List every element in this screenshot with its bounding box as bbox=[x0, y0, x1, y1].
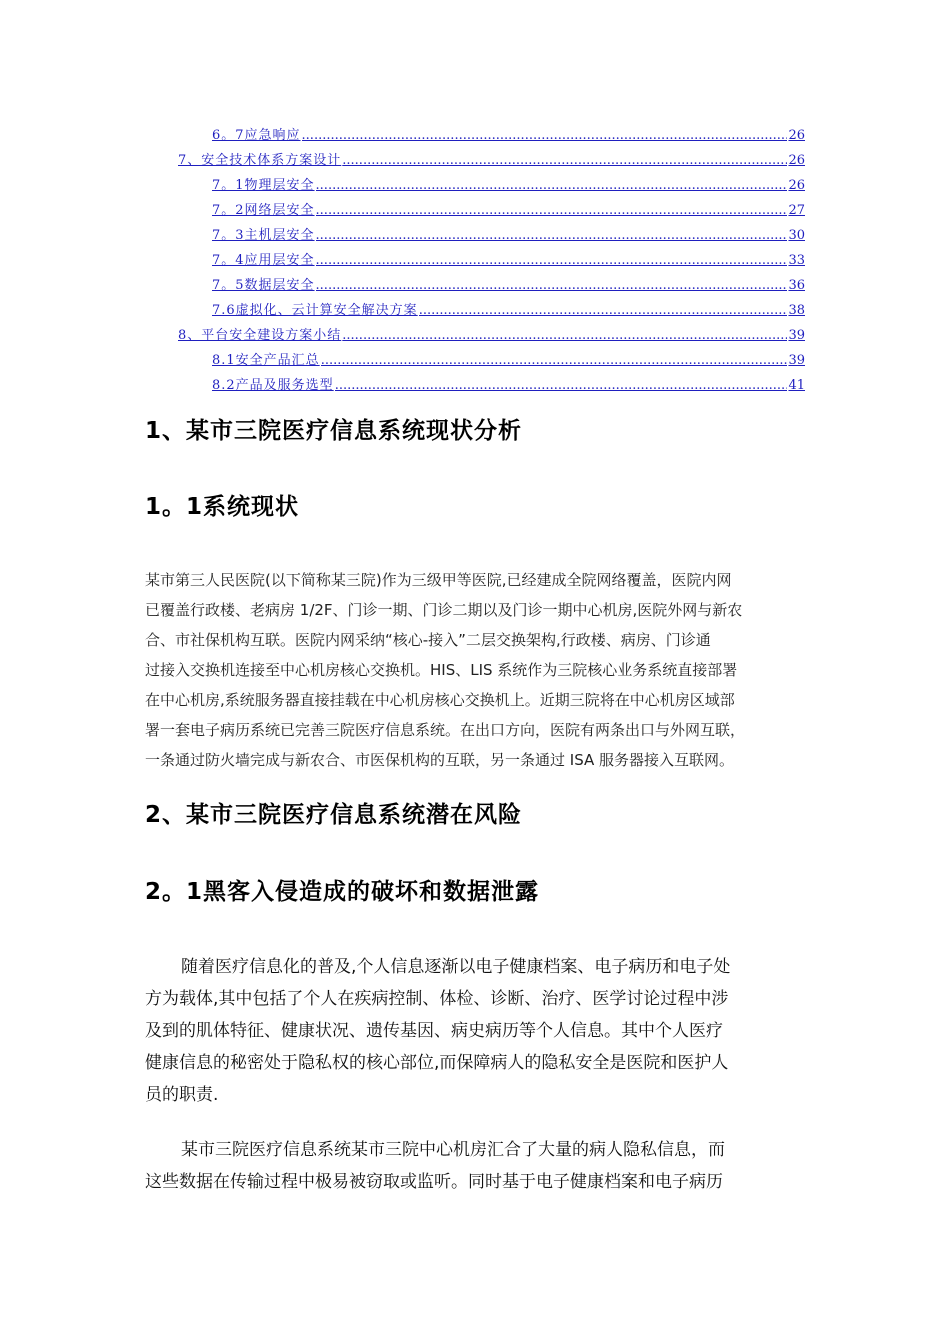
toc-page-number: 33 bbox=[788, 253, 805, 268]
toc-label: 7。4应用层安全 bbox=[212, 253, 315, 268]
toc-label: 7。5数据层安全 bbox=[212, 278, 315, 293]
toc-page-number: 36 bbox=[788, 278, 805, 293]
toc-leader bbox=[342, 328, 787, 343]
paragraph-line: 这些数据在传输过程中极易被窃取或监听。同时基于电子健康档案和电子病历 bbox=[145, 1172, 723, 1192]
toc-label: 8、平台安全建设方案小结 bbox=[178, 328, 342, 343]
toc-label: 6。7应急响应 bbox=[212, 128, 301, 143]
paragraph-line: 随着医疗信息化的普及,个人信息逐渐以电子健康档案、电子病历和电子处 bbox=[181, 957, 731, 977]
paragraph-data-center bbox=[145, 1134, 807, 1198]
toc-entry-7-2[interactable] bbox=[212, 199, 805, 221]
paragraph-line: 已覆盖行政楼、老病房 1/2F、门诊一期、门诊二期以及门诊一期中心机房,医院外网与新农 bbox=[145, 601, 743, 619]
toc-page-number: 38 bbox=[788, 303, 805, 318]
paragraph-line: 在中心机房,系统服务器直接挂载在中心机房核心交换机上。近期三院将在中心机房区域部 bbox=[145, 691, 735, 709]
toc-entry-7-5[interactable] bbox=[212, 274, 805, 296]
heading-section-2-1: 2。1黑客入侵造成的破坏和数据泄露 bbox=[145, 879, 540, 905]
toc-entry-7-3[interactable] bbox=[212, 224, 805, 246]
toc-entry-6-7[interactable] bbox=[212, 124, 805, 146]
toc-leader bbox=[316, 178, 788, 193]
paragraph-line: 某市三院医疗信息系统某市三院中心机房汇合了大量的病人隐私信息，而 bbox=[181, 1140, 725, 1160]
toc-leader bbox=[321, 353, 788, 368]
paragraph-line: 及到的肌体特征、健康状况、遗传基因、病史病历等个人信息。其中个人医疗 bbox=[145, 1021, 723, 1041]
toc-entry-7-4[interactable] bbox=[212, 249, 805, 271]
heading-section-2: 2、某市三院医疗信息系统潜在风险 bbox=[145, 802, 523, 828]
heading-section-1-1: 1。1系统现状 bbox=[145, 494, 300, 520]
toc-leader bbox=[302, 128, 788, 143]
toc-page-number: 39 bbox=[788, 353, 805, 368]
toc-leader bbox=[316, 253, 788, 268]
paragraph-line: 一条通过防火墙完成与新农合、市医保机构的互联，另一条通过 ISA 服务器接入互联网。 bbox=[145, 751, 735, 769]
toc-page-number: 39 bbox=[788, 328, 805, 343]
heading-section-1: 1、某市三院医疗信息系统现状分析 bbox=[145, 418, 523, 444]
toc-leader bbox=[316, 228, 788, 243]
toc-leader bbox=[316, 278, 788, 293]
toc-entry-8[interactable] bbox=[178, 324, 805, 346]
paragraph-line: 合、市社保机构互联。医院内网采纳“核心-接入”二层交换架构,行政楼、病房、门诊通 bbox=[145, 631, 711, 649]
toc-entry-8-1[interactable] bbox=[212, 349, 805, 371]
toc-label: 7.6虚拟化、云计算安全解决方案 bbox=[212, 303, 418, 318]
paragraph-line: 方为载体,其中包括了个人在疾病控制、体检、诊断、治疗、医学讨论过程中涉 bbox=[145, 989, 729, 1009]
toc-label: 7。2网络层安全 bbox=[212, 203, 315, 218]
toc-page-number: 26 bbox=[788, 178, 805, 193]
toc-page-number: 26 bbox=[788, 128, 805, 143]
toc-leader bbox=[335, 378, 788, 393]
toc-page-number: 30 bbox=[788, 228, 805, 243]
paragraph-line: 健康信息的秘密处于隐私权的核心部位,而保障病人的隐私安全是医院和医护人 bbox=[145, 1053, 729, 1073]
toc-leader bbox=[419, 303, 788, 318]
toc-leader bbox=[342, 153, 787, 168]
toc-page-number: 27 bbox=[788, 203, 805, 218]
toc-label: 7。1物理层安全 bbox=[212, 178, 315, 193]
toc-entry-7-1[interactable] bbox=[212, 174, 805, 196]
toc-label: 8.1安全产品汇总 bbox=[212, 353, 320, 368]
toc-entry-7[interactable] bbox=[178, 149, 805, 171]
paragraph-privacy bbox=[145, 951, 807, 1111]
paragraph-line: 某市第三人民医院(以下简称某三院)作为三级甲等医院,已经建成全院网络覆盖，医院内网 bbox=[145, 571, 732, 589]
paragraph-line: 员的职责. bbox=[145, 1085, 219, 1105]
toc-label: 8.2产品及服务选型 bbox=[212, 378, 334, 393]
toc-label: 7。3主机层安全 bbox=[212, 228, 315, 243]
toc-entry-7-6[interactable] bbox=[212, 299, 805, 321]
paragraph-line: 过接入交换机连接至中心机房核心交换机。HIS、LIS 系统作为三院核心业务系统直接部署 bbox=[145, 661, 738, 679]
toc-leader bbox=[316, 203, 788, 218]
toc-page-number: 41 bbox=[788, 378, 805, 393]
paragraph-line: 署一套电子病历系统已完善三院医疗信息系统。在出口方向，医院有两条出口与外网互联， bbox=[145, 721, 746, 739]
toc-entry-8-2[interactable] bbox=[212, 374, 805, 396]
toc-page-number: 26 bbox=[788, 153, 805, 168]
paragraph-system-status bbox=[145, 565, 807, 775]
toc-label: 7、安全技术体系方案设计 bbox=[178, 153, 342, 168]
